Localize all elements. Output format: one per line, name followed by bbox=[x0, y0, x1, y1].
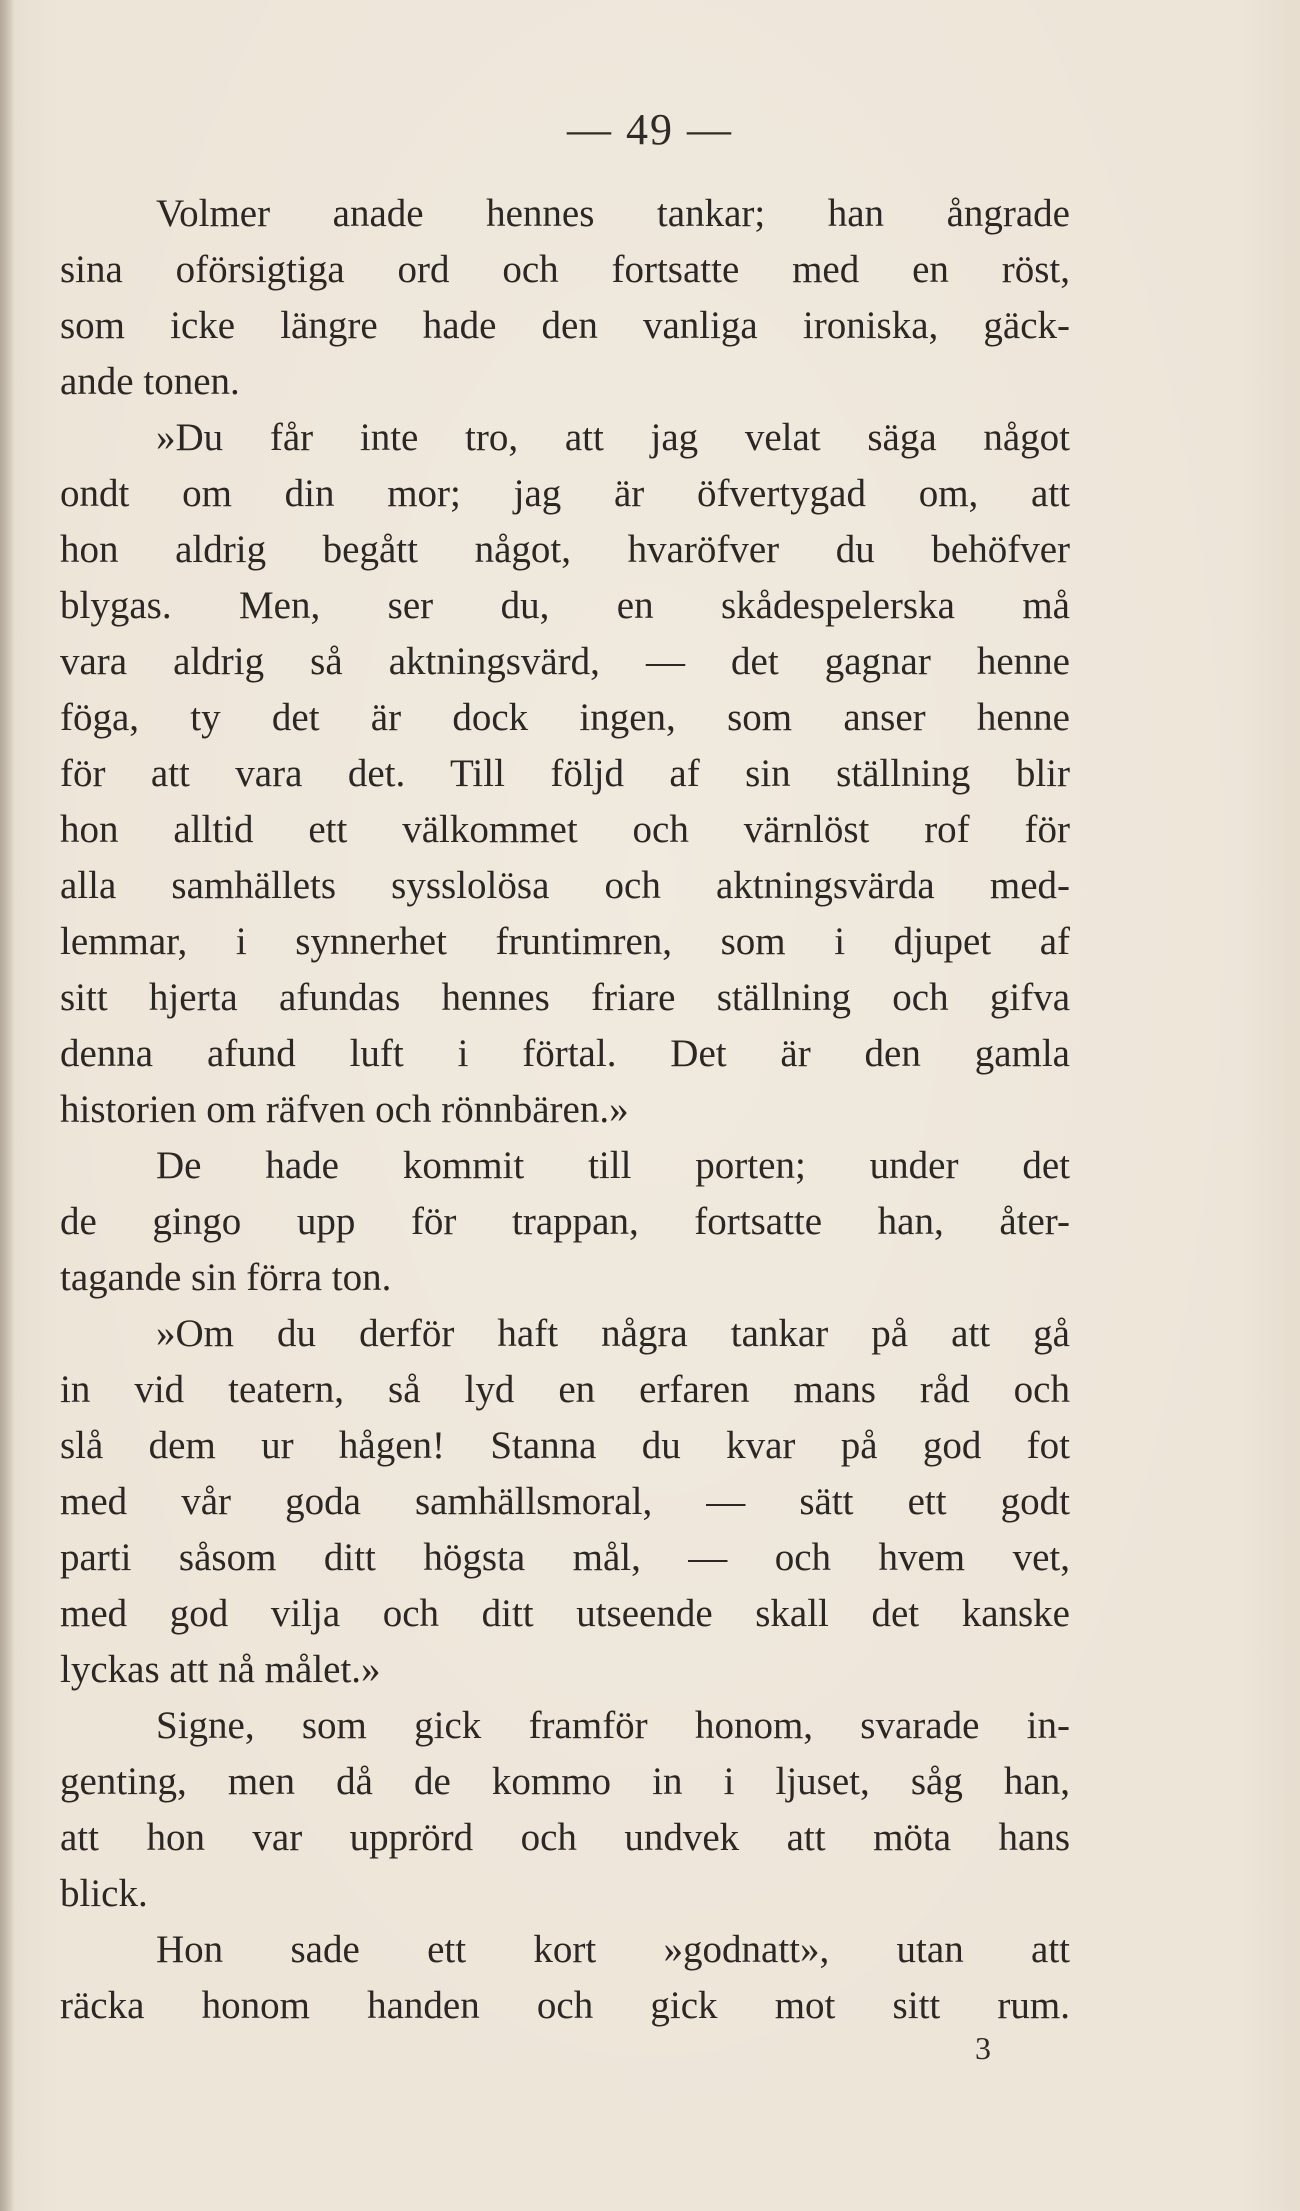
signature-mark: 3 bbox=[975, 2030, 991, 2066]
text-line: in vid teatern, så lyd en erfaren mans råd och bbox=[60, 1368, 1070, 1411]
text-line: denna afund luft i förtal. Det är den gamla bbox=[60, 1032, 1070, 1075]
page-number-header: — 49 — bbox=[567, 105, 733, 154]
text-line: för att vara det. Till följd af sin ställning blir bbox=[60, 752, 1070, 795]
spine-shadow bbox=[0, 0, 14, 2211]
text-line: sina oförsigtiga ord och fortsatte med en röst, bbox=[60, 248, 1070, 291]
text-line: Volmer anade hennes tankar; han ångrade bbox=[156, 192, 1070, 235]
text-line: Hon sade ett kort »godnatt», utan att bbox=[156, 1928, 1070, 1971]
text-line: med vår goda samhällsmoral, — sätt ett godt bbox=[60, 1480, 1070, 1523]
text-line: »Om du derför haft några tankar på att gå bbox=[156, 1312, 1070, 1355]
body-text bbox=[60, 186, 1070, 2034]
text-line: lemmar, i synnerhet fruntimren, som i djupet af bbox=[60, 920, 1070, 963]
text-line: de gingo upp för trappan, fortsatte han, åter- bbox=[60, 1200, 1070, 1243]
text-line: alla samhällets sysslolösa och aktningsvärda med- bbox=[60, 864, 1070, 907]
text-line: föga, ty det är dock ingen, som anser henne bbox=[60, 696, 1070, 739]
text-line: »Du får inte tro, att jag velat säga något bbox=[156, 416, 1070, 459]
text-line: tagande sin förra ton. bbox=[60, 1256, 392, 1299]
text-line: slå dem ur hågen! Stanna du kvar på god fot bbox=[60, 1424, 1070, 1467]
text-line: med god vilja och ditt utseende skall det kanske bbox=[60, 1592, 1070, 1635]
text-line: sitt hjerta afundas hennes friare ställning och gifva bbox=[60, 976, 1070, 1019]
text-line: blick. bbox=[60, 1872, 148, 1915]
text-line: genting, men då de kommo in i ljuset, såg han, bbox=[60, 1760, 1070, 1803]
text-line: att hon var upprörd och undvek att möta hans bbox=[60, 1816, 1070, 1859]
text-line: ondt om din mor; jag är öfvertygad om, att bbox=[60, 472, 1070, 515]
text-line: lyckas att nå målet.» bbox=[60, 1648, 381, 1691]
text-line: parti såsom ditt högsta mål, — och hvem vet, bbox=[60, 1536, 1070, 1579]
text-line: hon alltid ett välkommet och värnlöst rof för bbox=[60, 808, 1070, 851]
text-line: blygas. Men, ser du, en skådespelerska må bbox=[60, 584, 1070, 627]
text-line: Signe, som gick framför honom, svarade in- bbox=[156, 1704, 1070, 1747]
text-line: De hade kommit till porten; under det bbox=[156, 1144, 1070, 1187]
text-line: vara aldrig så aktningsvärd, — det gagnar henne bbox=[60, 640, 1070, 683]
text-line: som icke längre hade den vanliga ironiska, gäck- bbox=[60, 304, 1070, 347]
text-line: ande tonen. bbox=[60, 360, 240, 403]
text-line: räcka honom handen och gick mot sitt rum. bbox=[60, 1984, 1070, 2027]
text-line: historien om räfven och rönnbären.» bbox=[60, 1088, 629, 1131]
text-line: hon aldrig begått något, hvaröfver du behöfver bbox=[60, 528, 1070, 571]
